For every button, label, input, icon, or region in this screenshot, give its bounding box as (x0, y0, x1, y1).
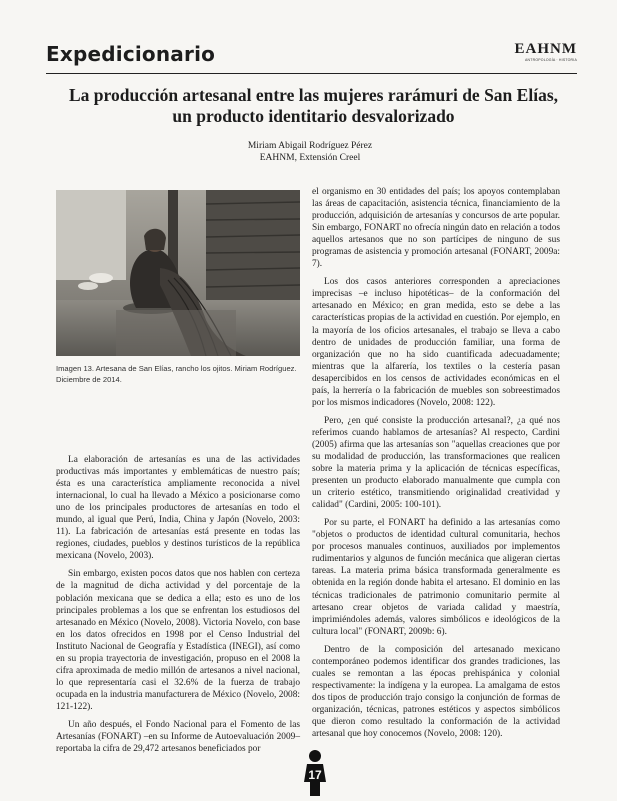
figure-silhouette-icon (298, 748, 332, 796)
page-header (46, 42, 577, 70)
body-paragraph: Pero, ¿en qué consiste la producción artesanal?, ¿a qué nos referimos cuando hablamos de artesanías? Al respecto, Cardini (2005) afirma que las artesanías son "aquellas creaciones que por su modalidad de producción, las transformaciones que realicen sobre la materia prima y la aplicación de técnicas específicas, presenten un producto elaborado manualmente que cumpla con un criterio estético, transmitiendo originalidad creatividad y calidad" (Cardini, 2005: 100-101). (312, 415, 560, 511)
article-title-line: un producto identitario desvalorizado (172, 106, 455, 126)
artisan-photo (56, 190, 300, 356)
photo-illustration (56, 190, 300, 356)
article-title-line: La producción artesanal entre las mujeres rarámuri de San Elías, (68, 85, 559, 105)
body-paragraph: Dentro de la composición del artesanado mexicano contemporáneo podemos identificar dos grandes tradiciones, las cuales se remontan a las épocas prehispánica y colonial respectivamente: la indígena y la europea. La amalgama de estos dos tipos de producción trajo consigo la conjunción de formas de organización, técnicas, patrones estéticos y aspectos simbólicos que dieron como resultado la conformación de la actividad artesanal que hoy conocemos (Novelo, 2008: 120). (312, 644, 560, 740)
body-paragraph: Por su parte, el FONART ha definido a las artesanías como "objetos o productos de identidad cultural comunitaria, hechos por procesos manuales continuos, auxiliados por implementos rudimentarios y algunos de función mecánica que aligeran ciertas tareas. La materia prima básica transformada generalmente es obtenida en la región donde habita el artesano. El dominio en las técnicas tradicionales de patrimonio comunitario permite al artesano crear objetos de variada calidad y maestría, imprimiéndoles además, valores simbólicos e ideológicos de la cultura local" (FONART, 2009b: 6). (312, 518, 560, 637)
page-number-badge (298, 748, 332, 796)
author-affiliation: EAHNM, Extensión Creel (259, 153, 361, 163)
photo-caption: Imagen 13. Artesana de San Elías, rancho los ojitos. Miriam Rodríguez. Diciembre de 2014. (56, 364, 297, 384)
page-number: 17 (308, 768, 322, 782)
section-name: Expedicionario (46, 42, 216, 66)
right-column (312, 186, 560, 740)
brand-logo (515, 42, 578, 63)
brand-subtitle: ANTROPOLOGÍA · HISTORIA (525, 58, 577, 62)
brand-name: EAHNM (514, 41, 577, 57)
author-name: Miriam Abigail Rodríguez Pérez (247, 141, 373, 151)
article-title (60, 85, 567, 127)
header-rule (46, 73, 577, 74)
left-column (56, 454, 300, 755)
byline (200, 140, 420, 164)
body-paragraph: La elaboración de artesanías es una de las actividades productivas más importantes y emblemáticas de nuestro país; ésta es una característica ampliamente reconocida a nivel internacional, lo cual ha llevado a México a posicionarse como uno de los principales productores de artesanías en todo el mundo, al igual que Perú, India, China y Japón (Novelo, 2003: 11). La fabricación de artesanías está presente en todas las regiones, ciudades, pueblos y destinos turísticos de la república mexicana (Novelo, 2003). (56, 455, 300, 562)
body-paragraph: el organismo en 30 entidades del país; los apoyos contemplaban las áreas de capacitación, asistencia técnica, financiamiento de la producción, adquisición de artesanías y concursos de arte popular. Sin embargo, FONART no ofrecía ningún dato en relación a todos aquellos artesanos que no son partícipes de ninguno de sus programas de asistencia y promoción artesanal (FONART, 2009a: 7). (312, 187, 560, 270)
body-paragraph: Un año después, el Fondo Nacional para el Fomento de las Artesanías (FONART) –en su Informe de Autoevaluación 2009– reportaba la cifra de 29,472 artesanos beneficiados por (56, 719, 300, 755)
body-paragraph: Sin embargo, existen pocos datos que nos hablen con certeza de la magnitud de dicha actividad y del porcentaje de la población mexicana que se dedica a ella; esto es uno de los principales problemas a los que se enfrentan los estudiosos del artesanado en México (Novelo, 2008). Victoria Novelo, con base en los datos ofrecidos en 1998 por el Censo Industrial del Instituto Nacional de Geografía y Estadística (INEGI), así como en su propia trayectoria de investigación, propuso en el 2008 la cifra aproximada de medio millón de artesanos a nivel nacional, lo que representaría casi el 32.6% de la fuerza de trabajo ocupada en la industria manufacturera de México (Novelo, 2008: 121-122). (56, 569, 300, 712)
body-paragraph: Los dos casos anteriores corresponden a apreciaciones imprecisas –e incluso hipotéticas– de la conformación del artesanado en México; en gran medida, esto se debe a las características propias de la actividad en cuestión. Por ejemplo, en la mayoría de los oficios artesanales, el trabajo se lleva a cabo dentro de unidades de producción familiar, una forma de organización que no ha sido cuantificada adecuadamente; mientras que la alfarería, los textiles o la cestería pasan desapercibidos en los censos de actividades económicas en el país, la herrería o la fabricación de muebles son sobreestimados por los mismos indicadores (Novelo, 2008: 122). (312, 277, 560, 408)
